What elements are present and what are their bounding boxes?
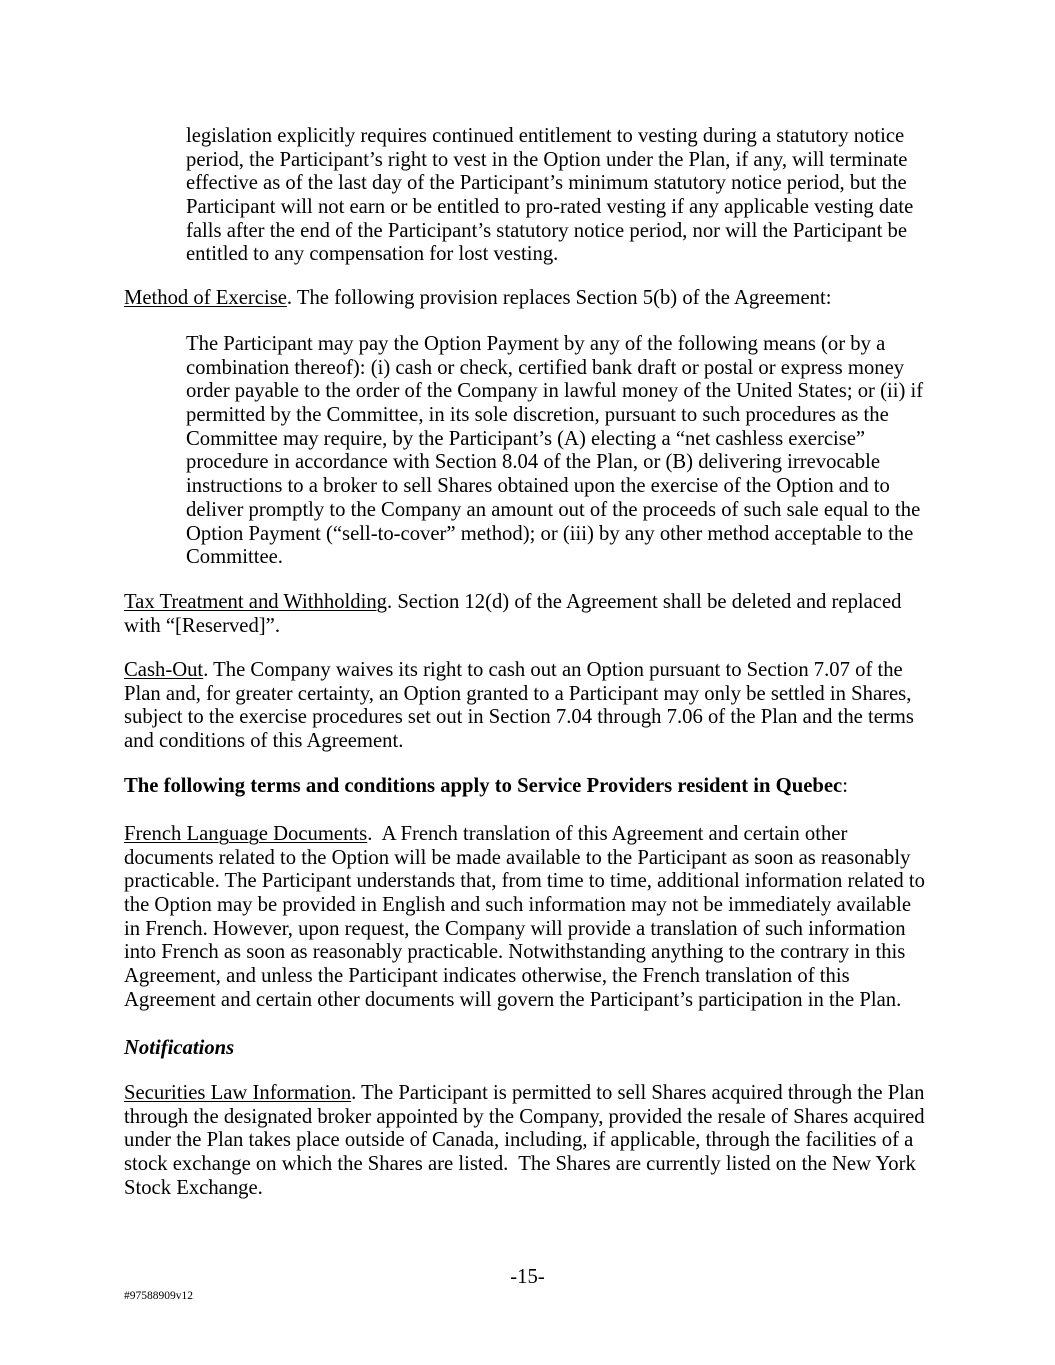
text-line: under the Plan takes place outside of Canada, including, if applicable, through the facilities of a <box>124 1129 914 1152</box>
text-line: through the designated broker appointed by the Company, provided the resale of Shares acquired <box>124 1105 925 1128</box>
text-line: with “[Reserved]”. <box>124 614 281 637</box>
text-line: in French. However, upon request, the Company will provide a translation of such information <box>124 917 906 940</box>
tax-treatment-paragraph <box>124 591 901 638</box>
text-line: falls after the end of the Participant’s statutory notice period, nor will the Participant be <box>186 219 908 242</box>
text-line <box>124 659 914 683</box>
text-line: effective as of the last day of the Participant’s minimum statutory notice period, but the <box>186 172 907 195</box>
section-heading: Securities Law Information <box>124 1082 352 1104</box>
notifications-heading: Notifications <box>124 1037 235 1059</box>
text-line: Agreement and certain other documents will govern the Participant’s participation in the Plan. <box>124 988 902 1011</box>
text-line: entitled to any compensation for lost vesting. <box>186 243 559 266</box>
text-line: Committee may require, by the Participant’s (A) electing a “net cashless exercise” <box>186 427 866 450</box>
text-line: Stock Exchange. <box>124 1176 263 1199</box>
text-line: Committee. <box>186 546 283 569</box>
securities-law-paragraph <box>124 1082 925 1200</box>
text-run: . A French translation of this Agreement and certain other <box>367 823 848 845</box>
text-line: procedure in accordance with Section 8.04 of the Plan, or (B) delivering irrevocable <box>186 451 881 474</box>
text-line: subject to the exercise procedures set out in Section 7.04 through 7.06 of the Plan and the terms <box>124 706 914 729</box>
text-line: period, the Participant’s right to vest in the Option under the Plan, if any, will terminate <box>186 148 908 171</box>
vesting-continuation-paragraph <box>186 125 913 267</box>
text-line: documents related to the Option will be made available to the Participant as soon as reasonably <box>124 846 911 869</box>
cash-out-paragraph <box>124 659 914 754</box>
text-run: . The Company waives its right to cash out an Option pursuant to Section 7.07 of the <box>203 659 903 681</box>
text-line <box>124 1082 925 1106</box>
method-of-exercise-paragraph <box>124 287 831 311</box>
text-line <box>124 775 848 799</box>
quebec-intro-paragraph <box>124 775 848 799</box>
notifications-heading-paragraph <box>124 1037 234 1061</box>
text-line: permitted by the Committee, in its sole discretion, pursuant to such procedures as the <box>186 404 889 427</box>
page-number: -15- <box>510 1266 545 1288</box>
text-line: practicable. The Participant understands that, from time to time, additional information related to <box>124 870 925 893</box>
bold-heading: The following terms and conditions apply to Service Providers resident in Quebec <box>124 775 843 797</box>
text-run: . Section 12(d) of the Agreement shall be deleted and replaced <box>386 591 902 613</box>
text-line: into French as soon as reasonably practicable. Notwithstanding anything to the contrary in this <box>124 941 906 964</box>
text-line: legislation explicitly requires continued entitlement to vesting during a statutory notice <box>186 125 905 147</box>
text-line: order payable to the order of the Company in lawful money of the United States; or (ii) if <box>186 380 924 403</box>
text-line: and conditions of this Agreement. <box>124 730 404 753</box>
text-line <box>124 823 925 847</box>
text-line: Agreement, and unless the Participant indicates otherwise, the French translation of this <box>124 965 850 988</box>
section-heading: Method of Exercise <box>124 287 287 309</box>
text-run: . The following provision replaces Section 5(b) of the Agreement: <box>286 287 832 309</box>
text-line <box>124 287 831 311</box>
section-heading: French Language Documents <box>124 823 368 845</box>
document-id: #97588909v12 <box>124 1290 193 1302</box>
french-language-paragraph <box>124 823 925 1013</box>
text-line: stock exchange on which the Shares are listed. The Shares are currently listed on the New York <box>124 1153 916 1176</box>
text-line: the Option may be provided in English and such information may not be immediately available <box>124 894 912 917</box>
text-line: Plan and, for greater certainty, an Option granted to a Participant may only be settled in Shares, <box>124 682 912 705</box>
text-run: . The Participant is permitted to sell Shares acquired through the Plan <box>351 1082 925 1104</box>
text-line <box>124 591 901 615</box>
section-heading: Tax Treatment and Withholding <box>124 591 387 613</box>
text-line: Participant will not earn or be entitled to pro-rated vesting if any applicable vesting date <box>186 196 914 219</box>
text-line: The Participant may pay the Option Payment by any of the following means (or by a <box>186 333 886 355</box>
method-of-exercise-provision <box>186 333 923 570</box>
text-run: : <box>842 775 848 797</box>
text-line: instructions to a broker to sell Shares obtained upon the exercise of the Option and to <box>186 475 890 498</box>
text-line: Option Payment (“sell-to-cover” method); or (iii) by any other method acceptable to the <box>186 522 914 545</box>
section-heading: Cash-Out <box>124 659 204 681</box>
text-line: deliver promptly to the Company an amount out of the proceeds of such sale equal to the <box>186 498 921 521</box>
text-line: combination thereof): (i) cash or check, certified bank draft or postal or express money <box>186 356 905 379</box>
